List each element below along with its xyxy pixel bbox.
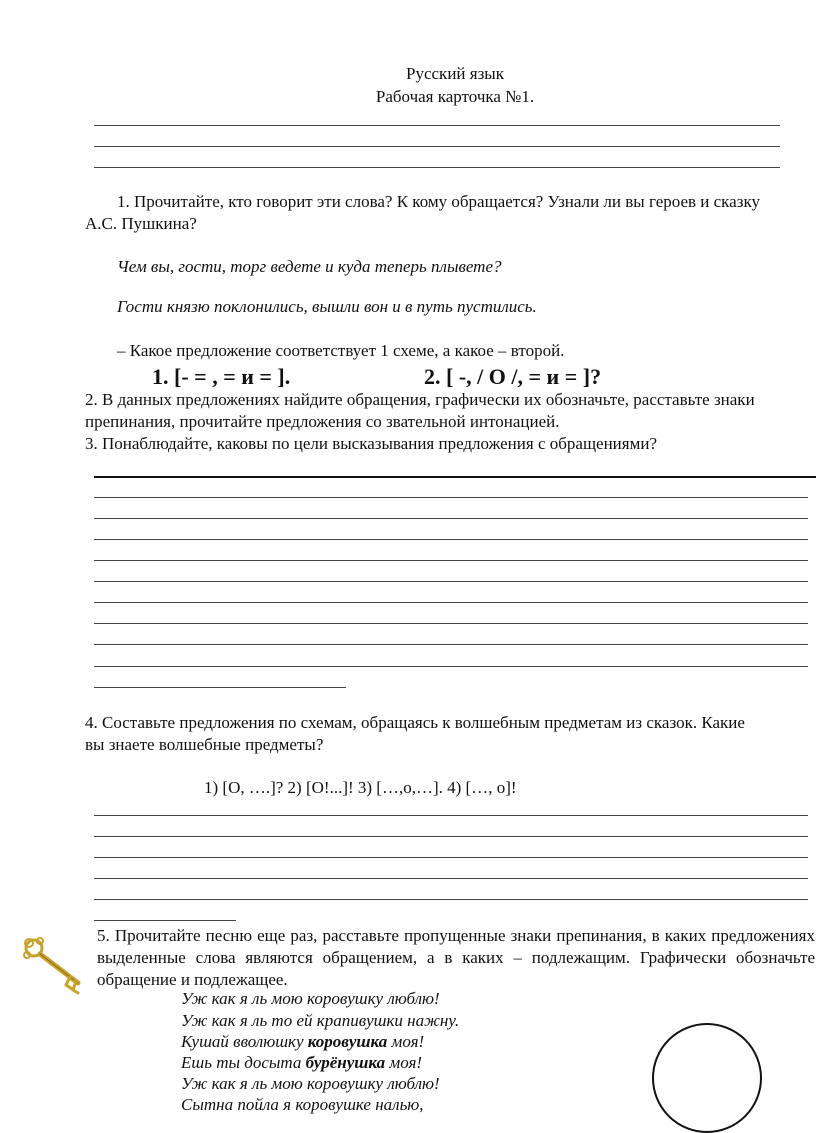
answer-line[interactable]: [94, 899, 808, 900]
key-shape: [24, 938, 78, 993]
bold-word: коровушка: [307, 1032, 388, 1051]
task4-schemes: 1) [О, ….]? 2) [О!...]! 3) […,о,…]. 4) […, о]!: [204, 778, 517, 797]
song-line: Ешь ты досыта бурёнушка моя!: [181, 1053, 423, 1072]
answer-line[interactable]: [94, 836, 808, 837]
answer-line[interactable]: [94, 644, 808, 645]
answer-line[interactable]: [94, 581, 808, 582]
answer-line[interactable]: [94, 539, 808, 540]
task1-quote1: Чем вы, гости, торг ведете и куда теперь плывете?: [117, 257, 502, 276]
answer-line[interactable]: [94, 666, 808, 667]
song-line: Уж как я ль мою коровушку люблю!: [181, 989, 440, 1008]
writing-line[interactable]: [94, 125, 780, 126]
answer-line[interactable]: [94, 560, 808, 561]
answer-line[interactable]: [94, 878, 808, 879]
song-line: Сытна пойла я коровушке налью,: [181, 1095, 424, 1114]
song-line: Уж как я ль то ей крапивушки нажну.: [181, 1011, 460, 1030]
answer-line[interactable]: [94, 623, 808, 624]
song-line: Кушай вволюшку коровушка моя!: [181, 1032, 425, 1051]
task4-line2: вы знаете волшебные предметы?: [85, 735, 324, 754]
task2-line1: 2. В данных предложениях найдите обращения, графически их обозначьте, расставьте знаки: [85, 390, 755, 409]
answer-line[interactable]: [94, 518, 808, 519]
task2-line2: препинания, прочитайте предложения со звательной интонацией.: [85, 412, 560, 431]
task3-line1: 3. Понаблюдайте, каковы по цели высказывания предложения с обращениями?: [85, 434, 657, 453]
scheme-2: 2. [ -, / О /, = и = ]?: [424, 364, 602, 389]
golden-key-icon: [20, 935, 90, 997]
song-line: Уж как я ль мою коровушку люблю!: [181, 1074, 440, 1093]
subject-title: Русский язык: [406, 64, 504, 83]
writing-line[interactable]: [94, 146, 780, 147]
answer-line[interactable]: [94, 497, 808, 498]
task1-quote2: Гости князю поклонились, вышли вон и в путь пустились.: [117, 297, 537, 316]
answer-line[interactable]: [94, 815, 808, 816]
task1-question-line2: А.С. Пушкина?: [85, 214, 197, 233]
circle-shape: [652, 1023, 762, 1133]
task5-text: 5. Прочитайте песню еще раз, расставьте пропущенные знаки препинания, в каких предложениях выделенные слова являются обращением, а в каких – подлежащим. Графически обозначьте обращение и подлежащее.: [97, 926, 815, 989]
task1-scheme-question: – Какое предложение соответствует 1 схеме, а какое – второй.: [117, 341, 565, 360]
writing-line[interactable]: [94, 167, 780, 168]
task1-question-line1: 1. Прочитайте, кто говорит эти слова? К кому обращается? Узнали ли вы героев и сказку: [117, 192, 760, 211]
answer-line[interactable]: [94, 920, 236, 921]
answer-line[interactable]: [94, 687, 346, 688]
answer-line[interactable]: [94, 857, 808, 858]
scheme-1: 1. [- = , = и = ].: [152, 364, 291, 389]
answer-line[interactable]: [94, 476, 816, 478]
bold-word: бурёнушка: [305, 1053, 386, 1072]
task4-line1: 4. Составьте предложения по схемам, обращаясь к волшебным предметам из сказок. Какие: [85, 713, 745, 732]
card-title: Рабочая карточка №1.: [375, 87, 535, 106]
answer-line[interactable]: [94, 602, 808, 603]
